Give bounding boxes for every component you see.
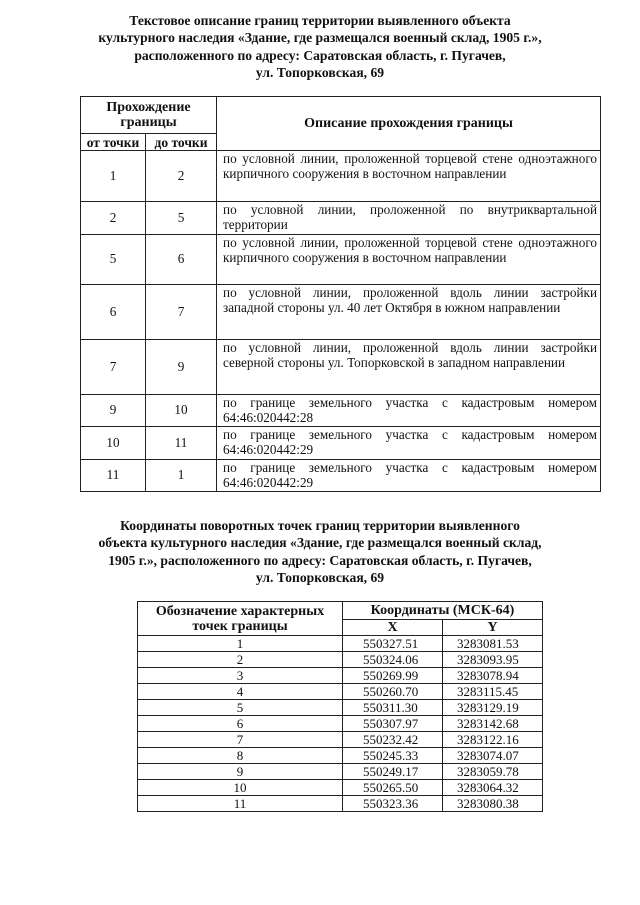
table-row bbox=[81, 340, 601, 395]
header-description: Описание прохождения границы bbox=[217, 97, 601, 151]
coord-x: 550269.99 bbox=[343, 668, 443, 684]
header-from-point: от точки bbox=[81, 134, 146, 151]
table-row bbox=[138, 748, 543, 764]
from-point: 9 bbox=[81, 395, 146, 427]
table-row bbox=[81, 151, 601, 202]
title-line: Координаты поворотных точек границ территории выявленного bbox=[120, 518, 520, 533]
coord-x: 550323.36 bbox=[343, 796, 443, 812]
to-point: 5 bbox=[146, 202, 217, 235]
coord-x: 550265.50 bbox=[343, 780, 443, 796]
boundary-description: по условной линии, проложенной торцевой стене одноэтажного кирпичного сооружения в восточном направлении bbox=[217, 151, 601, 202]
from-point: 11 bbox=[81, 459, 146, 491]
table-row bbox=[138, 764, 543, 780]
table-row bbox=[138, 796, 543, 812]
boundary-description: по границе земельного участка с кадастровым номером 64:46:020442:29 bbox=[217, 427, 601, 459]
point-number: 4 bbox=[138, 684, 343, 700]
boundary-description-table bbox=[80, 96, 601, 492]
coord-x: 550260.70 bbox=[343, 684, 443, 700]
coord-y: 3283074.07 bbox=[443, 748, 543, 764]
boundary-description: по условной линии, проложенной вдоль линии застройки северной стороны ул. Топорковской в западном направлении bbox=[217, 340, 601, 395]
title-line: культурного наследия «Здание, где размещался военный склад, 1905 г.», bbox=[98, 30, 542, 46]
to-point: 10 bbox=[146, 395, 217, 427]
table-row bbox=[138, 636, 543, 652]
header-point-label: Обозначение характерных точек границы bbox=[138, 602, 343, 636]
header-x: X bbox=[343, 620, 443, 636]
coord-y: 3283142.68 bbox=[443, 716, 543, 732]
point-number: 10 bbox=[138, 780, 343, 796]
to-point: 9 bbox=[146, 340, 217, 395]
coord-y: 3283093.95 bbox=[443, 652, 543, 668]
from-point: 2 bbox=[81, 202, 146, 235]
title-line: объекта культурного наследия «Здание, где размещался военный склад, bbox=[98, 535, 542, 551]
header-y: Y bbox=[443, 620, 543, 636]
coord-y: 3283115.45 bbox=[443, 684, 543, 700]
table-row bbox=[81, 235, 601, 285]
table-row bbox=[138, 716, 543, 732]
coord-y: 3283081.53 bbox=[443, 636, 543, 652]
point-number: 6 bbox=[138, 716, 343, 732]
coord-y: 3283129.19 bbox=[443, 700, 543, 716]
table-row bbox=[81, 285, 601, 340]
from-point: 6 bbox=[81, 285, 146, 340]
header-coordinates: Координаты (МСК-64) bbox=[343, 602, 543, 620]
to-point: 1 bbox=[146, 459, 217, 491]
to-point: 11 bbox=[146, 427, 217, 459]
to-point: 6 bbox=[146, 235, 217, 285]
boundary-description: по границе земельного участка с кадастровым номером 64:46:020442:28 bbox=[217, 395, 601, 427]
point-number: 7 bbox=[138, 732, 343, 748]
coord-x: 550249.17 bbox=[343, 764, 443, 780]
boundary-description: по границе земельного участка с кадастровым номером 64:46:020442:29 bbox=[217, 459, 601, 491]
coord-y: 3283064.32 bbox=[443, 780, 543, 796]
table-row bbox=[138, 780, 543, 796]
header-passage: Прохождение границы bbox=[81, 97, 217, 134]
to-point: 2 bbox=[146, 151, 217, 202]
to-point: 7 bbox=[146, 285, 217, 340]
from-point: 5 bbox=[81, 235, 146, 285]
table-row bbox=[81, 202, 601, 235]
coord-x: 550311.30 bbox=[343, 700, 443, 716]
coord-x: 550232.42 bbox=[343, 732, 443, 748]
table-row bbox=[138, 668, 543, 684]
coord-y: 3283059.78 bbox=[443, 764, 543, 780]
title-line: ул. Топорковская, 69 bbox=[255, 569, 385, 585]
point-number: 9 bbox=[138, 764, 343, 780]
point-number: 5 bbox=[138, 700, 343, 716]
title-line: расположенного по адресу: Саратовская область, г. Пугачев, bbox=[134, 47, 506, 63]
header-to-point: до точки bbox=[146, 134, 217, 151]
coord-y: 3283080.38 bbox=[443, 796, 543, 812]
coordinates-title bbox=[60, 517, 580, 586]
point-number: 1 bbox=[138, 636, 343, 652]
coord-x: 550245.33 bbox=[343, 748, 443, 764]
point-number: 2 bbox=[138, 652, 343, 668]
table-row bbox=[138, 700, 543, 716]
coordinates-table bbox=[137, 601, 543, 812]
coord-x: 550307.97 bbox=[343, 716, 443, 732]
title-line: ул. Топорковская, 69 bbox=[255, 64, 385, 80]
title-line: 1905 г.», расположенного по адресу: Саратовская область, г. Пугачев, bbox=[108, 552, 532, 568]
table-row bbox=[81, 459, 601, 491]
table-row bbox=[81, 427, 601, 459]
table-row bbox=[138, 652, 543, 668]
table-row bbox=[138, 684, 543, 700]
boundary-description: по условной линии, проложенной торцевой стене одноэтажного кирпичного сооружения в восточном направлении bbox=[217, 235, 601, 285]
coord-y: 3283078.94 bbox=[443, 668, 543, 684]
point-number: 3 bbox=[138, 668, 343, 684]
table-row bbox=[81, 395, 601, 427]
from-point: 10 bbox=[81, 427, 146, 459]
title-line: Текстовое описание границ территории выявленного объекта bbox=[129, 13, 511, 28]
boundary-description-title bbox=[60, 12, 580, 81]
boundary-description: по условной линии, проложенной по внутриквартальной территории bbox=[217, 202, 601, 235]
boundary-description: по условной линии, проложенной вдоль линии застройки западной стороны ул. 40 лет Октября в южном направлении bbox=[217, 285, 601, 340]
coord-x: 550324.06 bbox=[343, 652, 443, 668]
point-number: 11 bbox=[138, 796, 343, 812]
from-point: 7 bbox=[81, 340, 146, 395]
table-row bbox=[138, 732, 543, 748]
coord-x: 550327.51 bbox=[343, 636, 443, 652]
point-number: 8 bbox=[138, 748, 343, 764]
from-point: 1 bbox=[81, 151, 146, 202]
coord-y: 3283122.16 bbox=[443, 732, 543, 748]
